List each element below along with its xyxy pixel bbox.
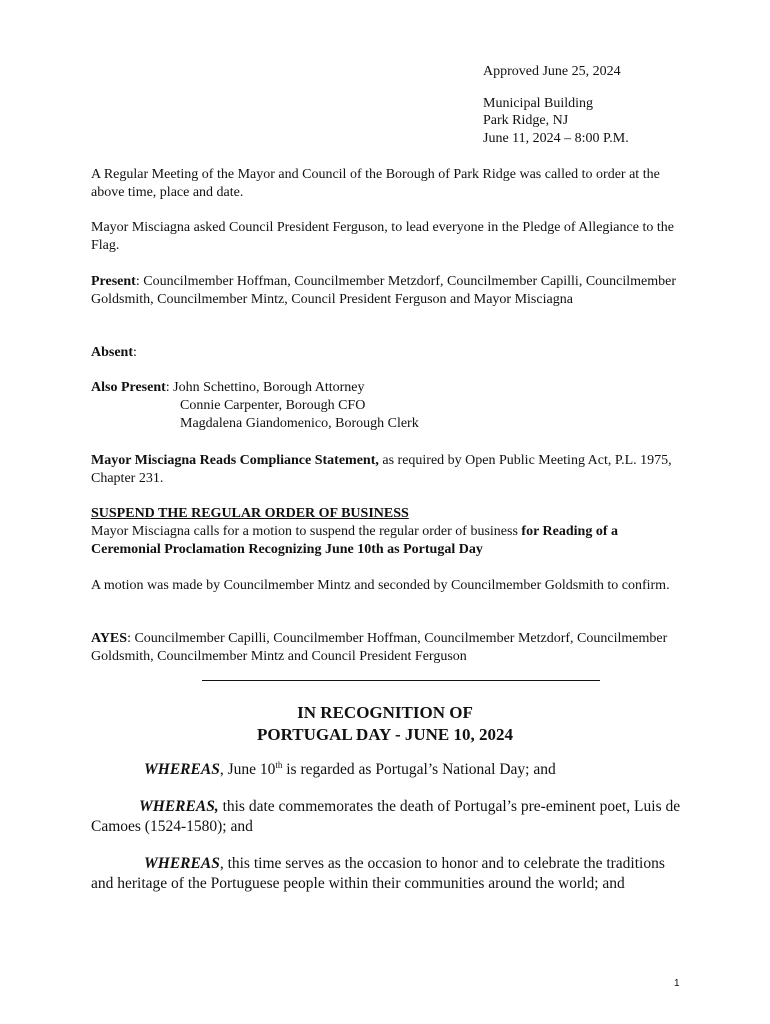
suspend-heading: SUSPEND THE REGULAR ORDER OF BUSINESS	[91, 506, 409, 521]
whereas-1	[91, 760, 681, 780]
section-divider	[202, 680, 600, 681]
whereas-2-text: this date commemorates the death of Portugal’s pre-eminent poet, Luis de Camoes (1524-1580); and	[91, 798, 681, 835]
ayes-label: AYES	[91, 631, 128, 646]
also-present-label: Also Present	[91, 380, 166, 395]
absent-list: :	[133, 345, 137, 360]
whereas-2	[91, 797, 681, 837]
proclamation-title-line2: PORTUGAL DAY - JUNE 10, 2024	[257, 725, 513, 744]
suspend-text: Mayor Misciagna calls for a motion to suspend the regular order of business	[91, 524, 522, 539]
location-city: Park Ridge, NJ	[483, 113, 569, 128]
ayes-paragraph	[91, 630, 681, 666]
intro-paragraph: A Regular Meeting of the Mayor and Council of the Borough of Park Ridge was called to order at the above time, place and date.	[91, 167, 660, 200]
whereas-3	[91, 854, 681, 894]
whereas-1-label: WHEREAS	[144, 761, 220, 778]
present-paragraph	[91, 273, 681, 309]
whereas-1-text-a: , June 10	[219, 761, 276, 778]
whereas-3-text: , this time serves as the occasion to honor and to celebrate the traditions and heritage of the Portuguese people within their communities around the world; and	[91, 855, 665, 892]
proclamation-title-line1: IN RECOGNITION OF	[297, 703, 473, 722]
present-label: Present	[91, 274, 136, 289]
approved-date: Approved June 25, 2024	[483, 64, 621, 79]
also-present-cfo: Connie Carpenter, Borough CFO	[180, 398, 366, 413]
ayes-list: : Councilmember Capilli, Councilmember Hoffman, Councilmember Metzdorf, Councilmember Goldsmith, Councilmember Mintz and Council President Ferguson	[91, 631, 668, 664]
also-present-attorney: : John Schettino, Borough Attorney	[165, 380, 365, 395]
compliance-text: as required by Open Public Meeting Act, P.L. 1975, Chapter 231.	[91, 453, 672, 486]
whereas-3-label: WHEREAS	[144, 855, 220, 872]
also-present-clerk: Magdalena Giandomenico, Borough Clerk	[180, 416, 419, 431]
compliance-paragraph	[91, 452, 681, 488]
whereas-2-label: WHEREAS,	[139, 798, 219, 815]
whereas-1-text-b: is regarded as Portugal’s National Day; and	[282, 761, 556, 778]
meeting-datetime: June 11, 2024 – 8:00 P.M.	[483, 131, 629, 146]
page-number: 1	[674, 978, 680, 989]
whereas-1-sup: th	[275, 759, 283, 770]
suspend-section	[91, 505, 681, 559]
suspend-bold-text: for Reading of a Ceremonial Proclamation Recognizing June 10th as Portugal Day	[91, 524, 618, 557]
compliance-label: Mayor Misciagna Reads Compliance Statement,	[91, 453, 379, 468]
absent-paragraph	[91, 344, 681, 362]
absent-label: Absent	[91, 345, 134, 360]
present-list: : Councilmember Hoffman, Councilmember Metzdorf, Councilmember Capilli, Councilmember Goldsmith, Councilmember Mintz, Council President Ferguson and Mayor Misciagna	[91, 274, 677, 307]
motion-paragraph: A motion was made by Councilmember Mintz and seconded by Councilmember Goldsmith to confirm.	[91, 578, 670, 593]
pledge-paragraph: Mayor Misciagna asked Council President Ferguson, to lead everyone in the Pledge of Allegiance to the Flag.	[91, 220, 674, 253]
also-present-paragraph	[91, 379, 681, 433]
location-building: Municipal Building	[483, 96, 594, 111]
